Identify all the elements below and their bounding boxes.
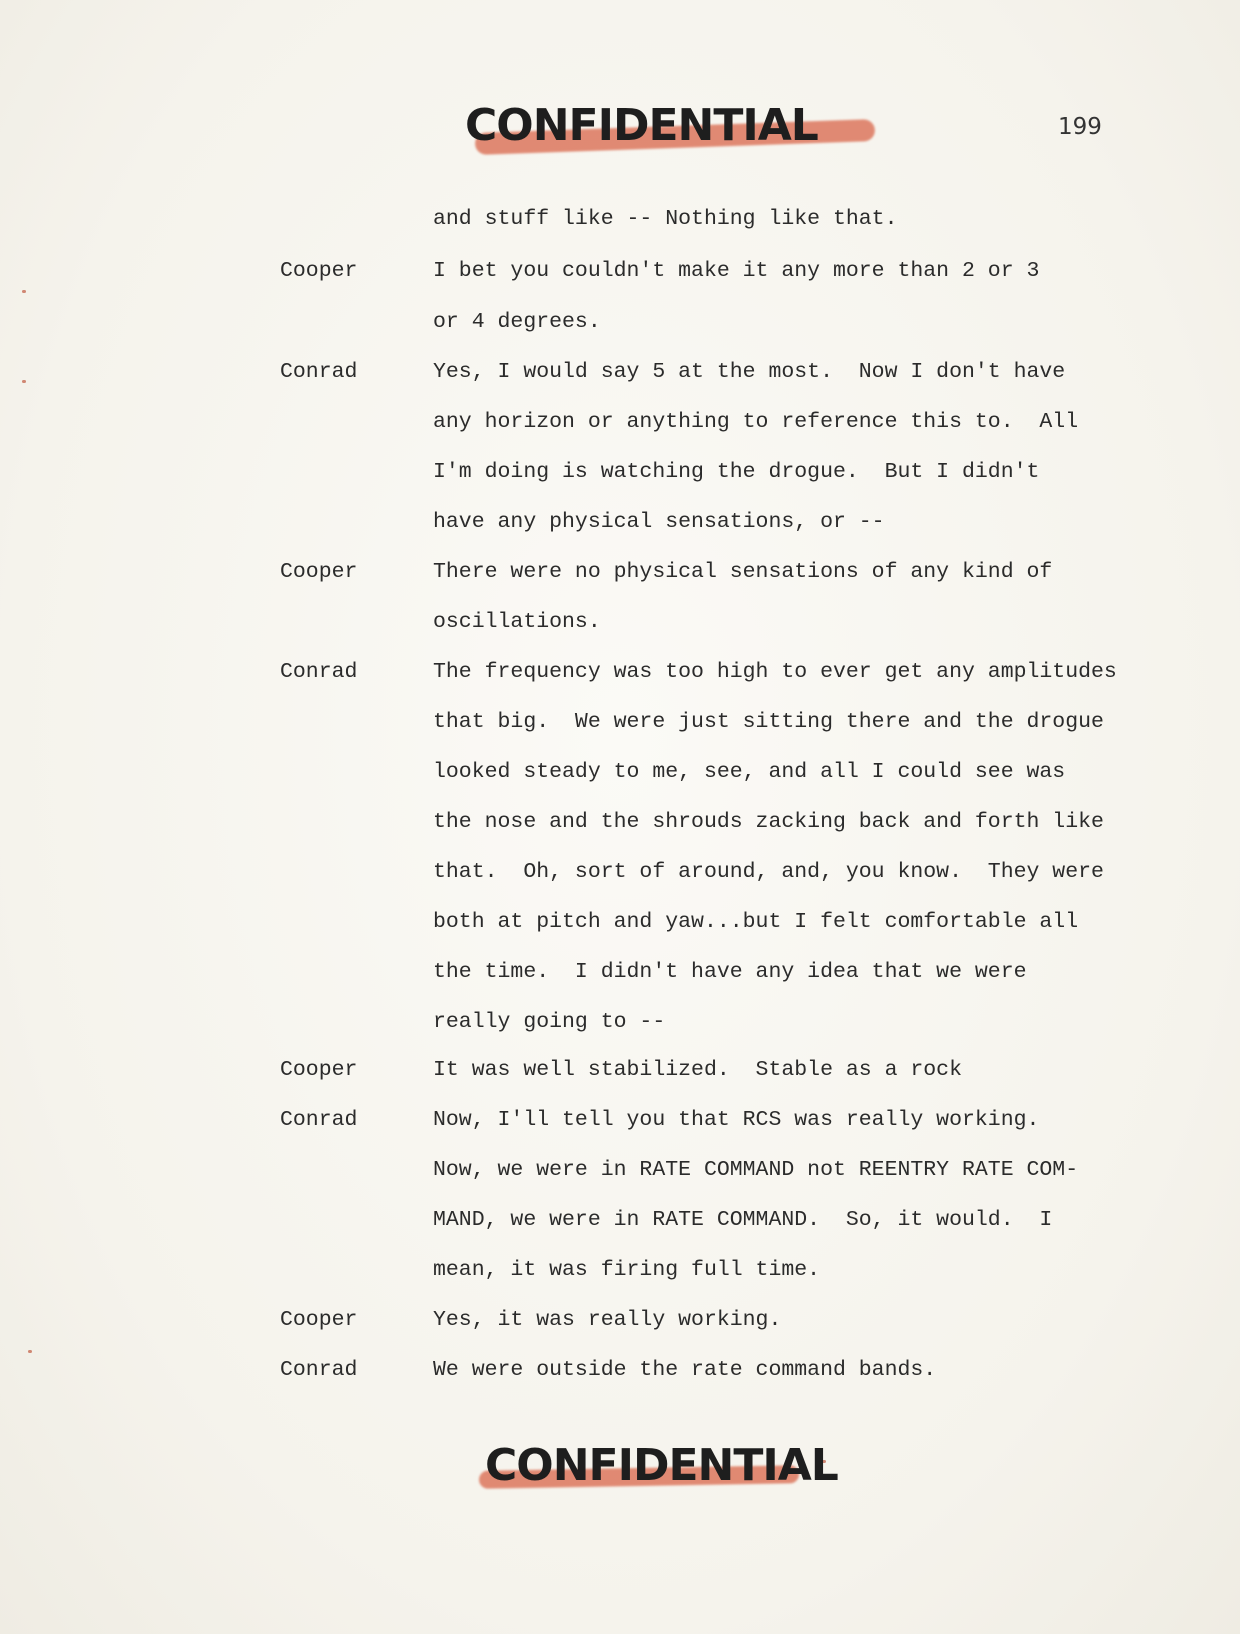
ink-speck xyxy=(22,290,26,293)
transcript-line: Yes, it was really working. xyxy=(433,1308,782,1332)
transcript-line: Now, we were in RATE COMMAND not REENTRY RATE COM- xyxy=(433,1158,1079,1182)
page-number: 199 xyxy=(1058,114,1102,140)
transcript-line: really going to -- xyxy=(433,1010,666,1034)
speaker-label: Cooper xyxy=(280,259,358,283)
ink-speck xyxy=(22,380,26,383)
transcript-line: The frequency was too high to ever get any amplitudes xyxy=(433,660,1117,684)
speaker-label: Conrad xyxy=(280,1358,358,1382)
speaker-label: Conrad xyxy=(280,1108,358,1132)
transcript-line: any horizon or anything to reference this to. All xyxy=(433,410,1079,434)
transcript-line: and stuff like -- Nothing like that. xyxy=(433,207,898,231)
speaker-label: Cooper xyxy=(280,560,358,584)
speaker-label: Conrad xyxy=(280,660,358,684)
transcript-line: Yes, I would say 5 at the most. Now I don't have xyxy=(433,360,1066,384)
transcript-line: or 4 degrees. xyxy=(433,310,601,334)
transcript-line: that big. We were just sitting there and the drogue xyxy=(433,710,1104,734)
transcript-line: We were outside the rate command bands. xyxy=(433,1358,937,1382)
transcript-line: I bet you couldn't make it any more than 2 or 3 xyxy=(433,259,1040,283)
transcript-line: both at pitch and yaw...but I felt comfortable all xyxy=(433,910,1079,934)
speaker-label: Cooper xyxy=(280,1308,358,1332)
transcript-line: I'm doing is watching the drogue. But I didn't xyxy=(433,460,1040,484)
transcript-line: the nose and the shrouds zacking back and forth like xyxy=(433,810,1104,834)
ink-speck xyxy=(28,1350,32,1353)
transcript-line: oscillations. xyxy=(433,610,601,634)
stamp-text: CONFIDENTIAL xyxy=(485,1440,838,1491)
transcript-line: MAND, we were in RATE COMMAND. So, it would. I xyxy=(433,1208,1053,1232)
transcript-line: mean, it was firing full time. xyxy=(433,1258,821,1282)
transcript-line: looked steady to me, see, and all I could see was xyxy=(433,760,1066,784)
speaker-label: Conrad xyxy=(280,360,358,384)
speaker-label: Cooper xyxy=(280,1058,358,1082)
transcript-line: There were no physical sensations of any kind of xyxy=(433,560,1053,584)
transcript-line: Now, I'll tell you that RCS was really working. xyxy=(433,1108,1040,1132)
transcript-line: have any physical sensations, or -- xyxy=(433,510,885,534)
transcript-line: the time. I didn't have any idea that we were xyxy=(433,960,1027,984)
transcript-line: It was well stabilized. Stable as a rock xyxy=(433,1058,962,1082)
confidential-stamp-bottom xyxy=(485,1440,838,1491)
stamp-text: CONFIDENTIAL xyxy=(465,100,818,151)
confidential-stamp-top xyxy=(465,100,818,151)
transcript-line: that. Oh, sort of around, and, you know. They were xyxy=(433,860,1104,884)
